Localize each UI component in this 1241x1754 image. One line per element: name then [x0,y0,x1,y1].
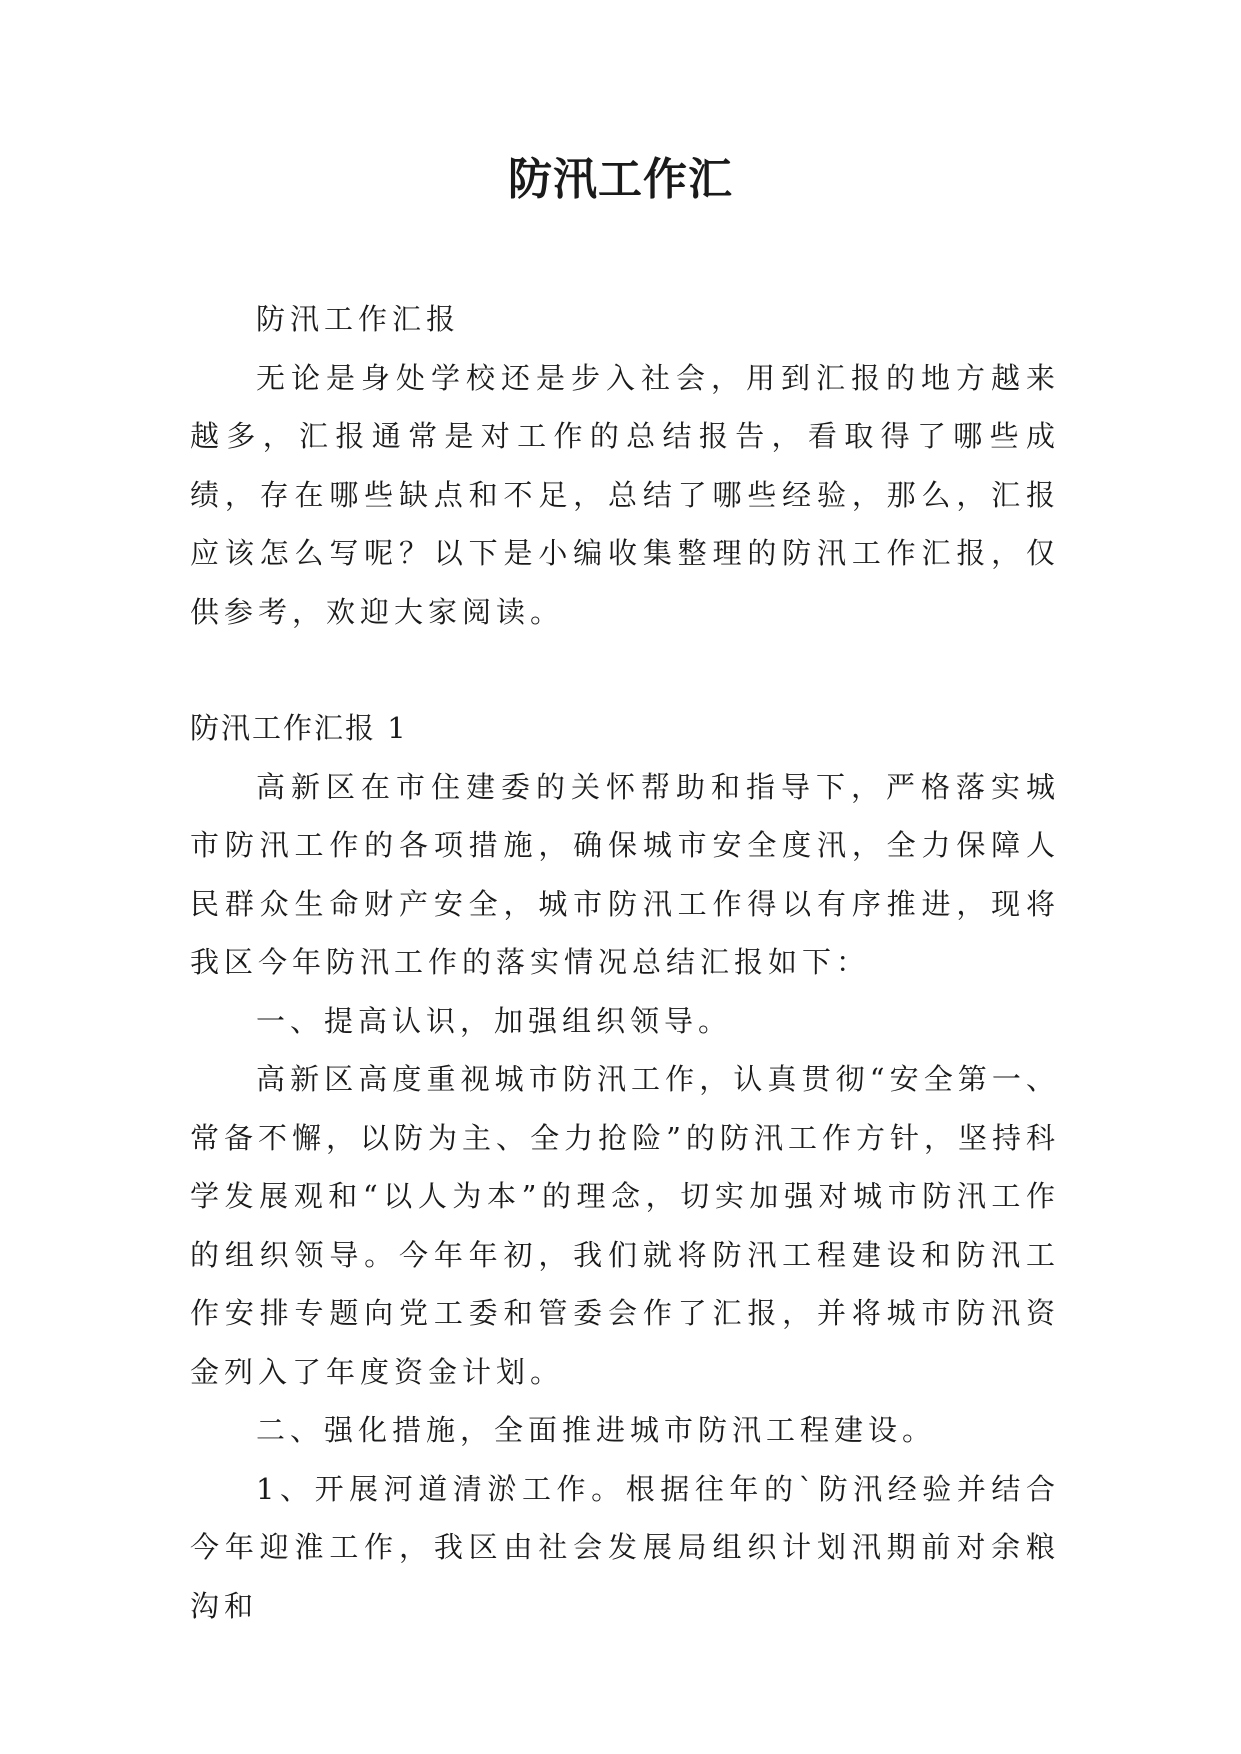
heading-item-2: 二、强化措施，全面推进城市防汛工程建设。 [256,1413,937,1447]
paragraph-gap [190,641,1060,699]
intro-paragraph: 无论是身处学校还是步入社会，用到汇报的地方越来越多，汇报通常是对工作的总结报告，看取得了哪些成绩，存在哪些缺点和不足，总结了哪些经验，那么，汇报应该怎么写呢？以下是小编收集整理的防汛工作汇报，仅供参考，欢迎大家阅读。 [190,360,1060,629]
body-paragraph: 1、开展河道清淤工作。根据往年的`防汛经验并结合今年迎淮工作，我区由社会发展局组织计划汛期前对余粮沟和 [190,1471,1060,1623]
document-title: 防汛工作汇 [508,154,733,205]
document-subtitle: 防汛工作汇报 [256,302,461,336]
body-paragraph: 高新区在市住建委的关怀帮助和指导下，严格落实城市防汛工作的各项措施，确保城市安全度汛，全力保障人民群众生命财产安全，城市防汛工作得以有序推进，现将我区今年防汛工作的落实情况总结汇报如下： [190,769,1060,979]
body-paragraph: 高新区高度重视城市防汛工作，认真贯彻“安全第一、常备不懈，以防为主、全力抢险”的防汛工作方针，坚持科学发展观和“以人为本”的理念，切实加强对城市防汛工作的组织领导。今年年初，我们就将防汛工程建设和防汛工作安排专题向党工委和管委会作了汇报，并将城市防汛资金列入了年度资金计划。 [190,1062,1060,1389]
heading-item-1: 一、提高认识，加强组织领导。 [256,1003,733,1038]
document-body [190,290,1060,1635]
section-heading: 防汛工作汇报 1 [190,711,408,745]
